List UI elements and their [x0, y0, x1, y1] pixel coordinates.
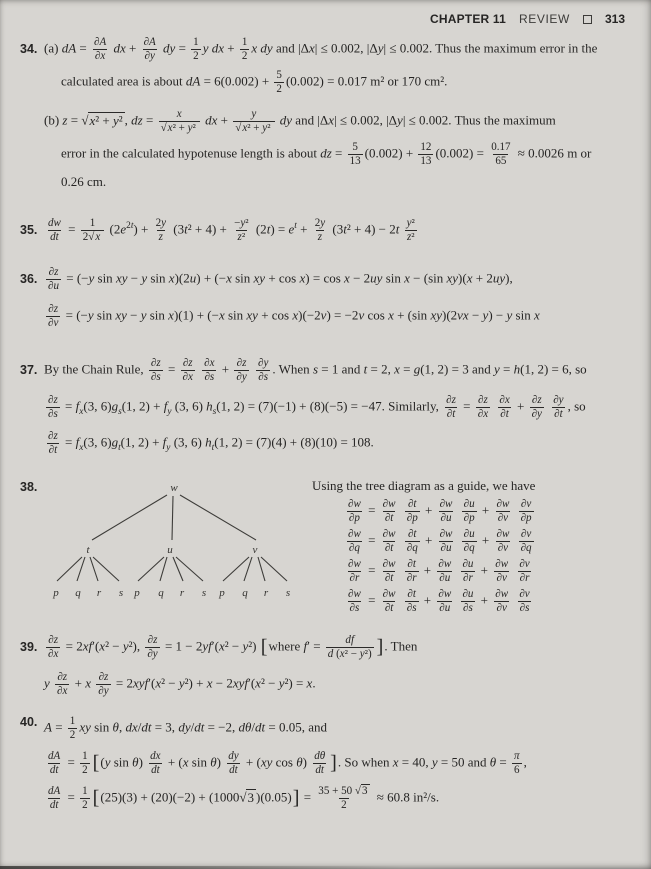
math-line: (a) dA = $\frac{\partial A}{\partial x}$ dx + $\frac{\partial A}{\partial y}$ dy = $\frac{1}{2}$ y dx + $\frac{1}{2}$ x dy and |Δx| ≤ 0.002, |Δy| ≤ 0.002. Thus the maximum error in the — [44, 36, 598, 63]
tree-leaf-label: q — [158, 586, 164, 599]
problem-body — [44, 628, 639, 704]
equation-line: $\frac{\partial w}{\partial q}$ = $\frac{\partial w}{\partial t}$ $\frac{\partial t}{\partial q}$ + $\frac{\partial w}{\partial u}$ $\frac{\partial u}{\partial q}$ + $\frac{\partial w}{\partial v}$ $\frac{\partial v}{\partial q}$ — [348, 527, 532, 554]
problem-38-text — [302, 476, 639, 618]
tree-node-label: v — [252, 543, 258, 556]
problem-number: 36. — [20, 272, 38, 287]
problem-body — [44, 351, 639, 462]
problem-body — [44, 709, 639, 818]
math-line: $\frac{\partial z}{\partial v}$ = (−y sin xy − y sin x)(1) + (−x sin xy + cos x)(−2v) = −2v cos x + (sin xy)(2vx − y) − y sin x — [48, 303, 540, 330]
problem-number: 39. — [20, 639, 38, 654]
tree-edges — [57, 495, 287, 581]
math-line: calculated area is about dA = 6(0.002) + $\frac{5}{2}$ (0.002) = 0.017 m² or 170 cm². — [61, 69, 448, 96]
math-line: $\frac{dA}{dt}$ = $\frac{1}{2}$ [(y sin θ) $\frac{dx}{dt}$ + (x sin θ) $\frac{dy}{dt}$ + (xy cos θ) $\frac{d\theta}{dt}$ ]. So when x = 40, y = 50 and θ = $\frac{\pi}{6}$ , — [48, 750, 527, 777]
problem-number: 38. — [20, 479, 38, 494]
tree-node-label: u — [167, 543, 173, 556]
equation-group — [312, 498, 639, 615]
equation-line: $\frac{\partial w}{\partial r}$ = $\frac{\partial w}{\partial t}$ $\frac{\partial t}{\partial r}$ + $\frac{\partial w}{\partial u}$ $\frac{\partial u}{\partial r}$ + $\frac{\partial w}{\partial v}$ $\frac{\partial v}{\partial r}$ — [348, 557, 530, 584]
tree-leaf-label: s — [201, 586, 207, 599]
page-header — [20, 12, 639, 26]
math-line: $\frac{\partial z}{\partial u}$ = (−y sin xy − y sin x)(2u) + (−x sin xy + cos x) = cos x − 2uy sin x − (sin xy)(x + 2uy), — [48, 266, 513, 293]
problem-body — [44, 211, 639, 250]
tree-root-label: w — [170, 481, 178, 494]
problem-40 — [20, 709, 639, 818]
problem-34 — [20, 30, 639, 196]
math-line: A = $\frac{1}{2}$ xy sin θ, dx/dt = 3, dy/dt = −2, dθ/dt = 0.05, and — [44, 715, 328, 742]
chapter-label: CHAPTER 11 — [429, 12, 507, 26]
problem-number: 37. — [20, 363, 38, 378]
tree-diagram — [44, 478, 296, 606]
problem-body — [44, 260, 639, 336]
tree-leaf-label: r — [96, 586, 102, 599]
problem-35 — [20, 211, 639, 250]
problem-38 — [20, 476, 639, 618]
review-label: REVIEW — [519, 12, 570, 26]
problem-37 — [20, 351, 639, 462]
equation-line: $\frac{\partial w}{\partial p}$ = $\frac{\partial w}{\partial t}$ $\frac{\partial t}{\partial p}$ + $\frac{\partial w}{\partial u}$ $\frac{\partial u}{\partial p}$ + $\frac{\partial w}{\partial v}$ $\frac{\partial v}{\partial p}$ — [348, 497, 532, 524]
math-line: $\frac{\partial z}{\partial x}$ = 2xf′(x² − y²), $\frac{\partial z}{\partial y}$ = 1 − 2yf′(x² − y²) [where f′ = $\frac{df}{\text{d (x² − y²)}}$ ]. Then — [48, 633, 418, 660]
problem-body — [44, 476, 639, 618]
tree-leaf-label: p — [134, 586, 140, 599]
page-number: 313 — [604, 12, 625, 26]
checkbox-icon — [583, 15, 592, 24]
problem-39 — [20, 628, 639, 704]
tree-leaf-label: r — [179, 586, 185, 599]
caption: Using the tree diagram as a guide, we have — [312, 477, 536, 493]
problem-36 — [20, 260, 639, 336]
math-line: 0.26 cm. — [61, 174, 107, 190]
problem-body — [44, 30, 639, 196]
math-line: $\frac{dw}{dt}$ = $\frac{1}{2√x}$ $(2e^{2t})$ + $\frac{2y}{z}$ (3t² + 4) + $\frac{\text{−y²}}{\text{z²}}$ $(2t) = e^t$ + $\frac{2y}{z}$ (3t² + 4) − 2t $\frac{\text{y²}}{\text{z²}}$ — [48, 217, 415, 244]
problem-number: 34. — [20, 42, 38, 56]
tree-node-label: t — [86, 543, 90, 556]
tree-diagram-wrap — [44, 478, 302, 610]
equation-line: $\frac{\partial w}{\partial s}$ = $\frac{\partial w}{\partial t}$ $\frac{\partial t}{\partial s}$ + $\frac{\partial w}{\partial u}$ $\frac{\partial u}{\partial s}$ + $\frac{\partial w}{\partial v}$ $\frac{\partial v}{\partial s}$ — [348, 587, 530, 614]
problem-number: 35. — [20, 223, 38, 238]
tree-leaf-label: q — [75, 586, 81, 599]
tree-leaf-label: s — [285, 586, 291, 599]
math-line: $\frac{\partial z}{\partial t}$ = $f_x(3$, $6)g_t(1$, $2) + f_y$ (3, 6) $h_t(1$, 2) = (7)(4) + (8)(10) = 108. — [48, 429, 374, 456]
tree-leaf-label: s — [118, 586, 124, 599]
tree-leaf-label: p — [219, 586, 225, 599]
math-line: error in the calculated hypotenuse length is about dz = $\frac{5}{13}$ (0.002) + $\frac{12}{13}$ (0.002) = $\frac{0.17}{65}$ ≈ 0.0026 m or — [61, 141, 592, 168]
math-line: $\frac{\partial z}{\partial s}$ = $f_x(3$, $6)g_s(1$, $2) + f_y$ (3, 6) $h_s(1$, 2) = (7)(−1) + (8)(−5) = −47. Similarly, $\frac{\partial z}{\partial t}$ = $\frac{\partial z}{\partial x}$ $\frac{\partial x}{\partial t}$ + $\frac{\partial z}{\partial y}$ $\frac{\partial y}{\partial t}$ , so — [48, 393, 586, 420]
tree-leaf-label: p — [53, 586, 59, 599]
math-line: $\frac{dA}{dt}$ = $\frac{1}{2}$ [(25)(3) + (20)(−2) + (1000√3 )(0.05)] = $\frac{35 + 50 √3}{2}$ ≈ 60.8 in²/s. — [48, 785, 440, 812]
problem-number: 40. — [20, 715, 38, 729]
math-line: By the Chain Rule, $\frac{\partial z}{\partial s}$ = $\frac{\partial z}{\partial x}$ $\frac{\partial x}{\partial s}$ + $\frac{\partial z}{\partial y}$ $\frac{\partial y}{\partial s}$ . When s = 1 and t = 2, x = g(1, 2) = 3 and y = h(1, 2) = 6, so — [44, 357, 587, 384]
math-line: y $\frac{\partial z}{\partial x}$ + x $\frac{\partial z}{\partial y}$ = 2xyf′(x² − y²) + x − 2xyf′(x² − y²) = x. — [44, 670, 316, 697]
math-line: (b) z = √x² + y² , dz = $\frac{x}{\text{√x² + y²}}$ dx + $\frac{y}{\text{√x² + y²}}$ dy and |Δx| ≤ 0.002, |Δy| ≤ 0.002. Thus the maximum — [44, 108, 556, 135]
tree-leaf-label: r — [263, 586, 269, 599]
tree-leaf-label: q — [242, 586, 248, 599]
